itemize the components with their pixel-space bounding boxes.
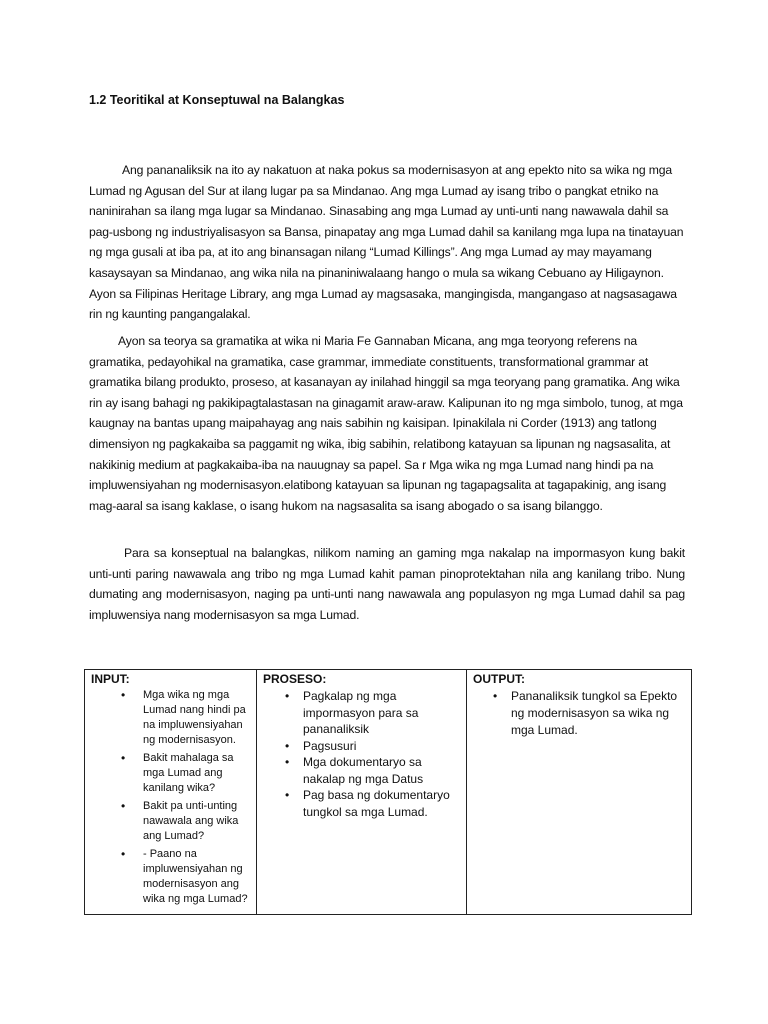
output-header: OUTPUT:: [473, 672, 525, 686]
paragraph-conceptual: Para sa konseptual na balangkas, nilikom naming an gaming mga nakalap na impormasyon kung bakit unti-unti paring nawawala ang tribo ng mga Lumad kahit paman pinoprotektahan nila ang kanilang tribo. Nung dumating ang modernisasyon, naging pa unti-unti nang nawawala ang populasyon ng mga Lumad dahil sa pag impluwensiya nang modernisasyon sa mga Lumad.: [89, 546, 685, 622]
list-item: • - Paano na impluwensiyahan ng modernisasyon ang wika ng mga Lumad?: [143, 847, 250, 907]
paragraph-intro: Ang pananaliksik na ito ay nakatuon at naka pokus sa modernisasyon at ang epekto nito sa wika ng mga Lumad ng Agusan del Sur at ilang lugar pa sa Mindanao. Ang mga Lumad ay isang tribo o pangkat etniko na naninirahan sa ilang mga lugar sa Mindanao. Sinasabing ang mga Lumad ay unti-unti nang nawawala dahil sa pag-usbong ng industriyalisasyon sa Bansa, pinapatay ang mga Lumad dahil sa kanilang mga lupa na tinatayuan ng mga gusali at iba pa, at ito ang binansagan nilang “Lumad Killings”. Ang mga Lumad ay may mayamang kasaysayan sa Mindanao, ang wika nila na pinaniniwalaang hango o mula sa wikang Cebuano ay Hiligaynon. Ayon sa Filipinas Heritage Library, ang mga Lumad ay magsasaka, mangingisda, mangangaso at nagsasagawa rin ng kaunting pangangalakal.: [89, 163, 684, 322]
proseso-header: PROSESO:: [263, 672, 327, 686]
paragraph-theory: Ayon sa teorya sa gramatika at wika ni Maria Fe Gannaban Micana, ang mga teoryong referens na gramatika, pedayohikal na gramatika, case grammar, immediate constituents, transformational grammar at gramatika bilang produkto, proseso, at kasanayan ay inilahad hinggil sa mga teoryang pang gramatika. Ang wika rin ay isang bahagi ng pakikipagtalastasan na ginagamit araw-araw. Kalipunan ito ng mga simbolo, tunog, at mga kaugnay na bantas upang maipahayag ang nais sabihin ng kaisipan. Ipinakilala ni Corder (1913) ang tatlong dimensiyon ng pagkakaiba sa paggamit ng wika, ibig sabihin, relatibong katayuan sa lipunan ng nagsasalita, at nakikinig medium at pagkakaiba-iba na nauugnay sa papel. Sa r Mga wika ng mga Lumad nang hindi pa na impluwensiyahan ng modernisasyon.elatibong katayuan sa lipunan ng tagapagsalita at tagapakinig, ang isang mag-aaral sa isang kaklase, o isang hukom na nagsasalita sa isang abogado o sa isang bilanggo.: [89, 334, 683, 513]
output-list: [473, 688, 685, 739]
table-row: [85, 670, 692, 915]
input-header: INPUT:: [91, 672, 130, 686]
section-heading: 1.2 Teoritikal at Konseptuwal na Balangkas: [89, 93, 345, 107]
ipo-framework-table: [84, 669, 692, 915]
list-item: • Pag basa ng dokumentaryo tungkol sa mga Lumad.: [303, 787, 460, 820]
list-item: • Pananaliksik tungkol sa Epekto ng modernisasyon sa wika ng mga Lumad.: [511, 688, 685, 739]
list-item: • Mga wika ng mga Lumad nang hindi pa na impluwensiyahan ng modernisasyon.: [143, 688, 250, 748]
proseso-list: [263, 688, 460, 820]
input-list: [91, 688, 250, 907]
list-item: • Mga dokumentaryo sa nakalap ng mga Datus: [303, 754, 460, 787]
proseso-column: [257, 670, 467, 915]
list-item: • Pagkalap ng mga impormasyon para sa pananaliksik: [303, 688, 460, 738]
input-column: [85, 670, 257, 915]
list-item: • Pagsusuri: [303, 738, 460, 755]
list-item: • Bakit mahalaga sa mga Lumad ang kanilang wika?: [143, 751, 250, 796]
output-column: [467, 670, 692, 915]
list-item: • Bakit pa unti-unting nawawala ang wika ang Lumad?: [143, 799, 250, 844]
